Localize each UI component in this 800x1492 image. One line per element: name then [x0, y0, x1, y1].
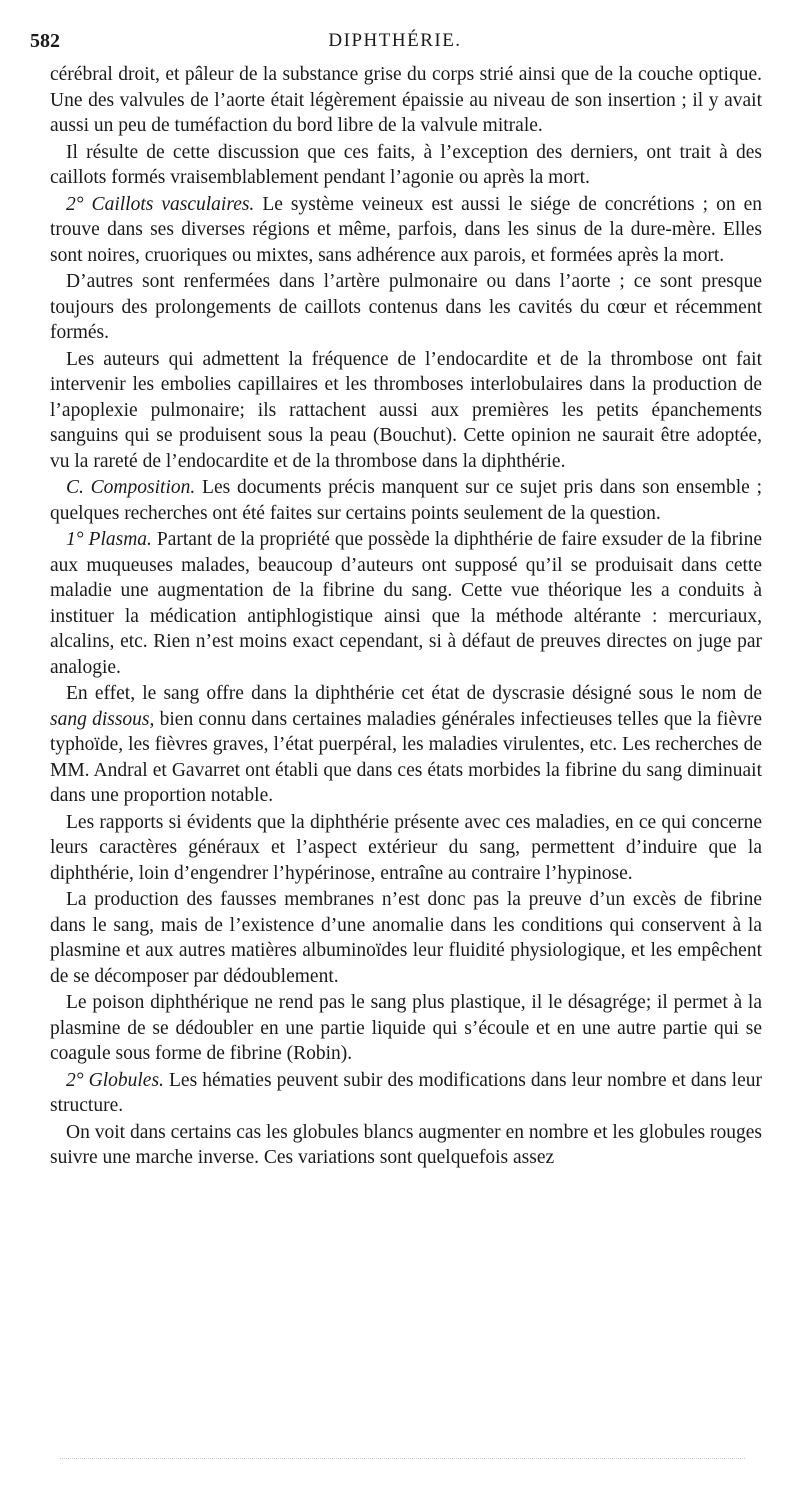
body-text [50, 62, 762, 1172]
paragraph-text: Les documents précis manquent sur ce sujet pris dans son ensemble ; quelques recherches ont été faites sur certains points seulement de la question. [50, 477, 762, 524]
paragraph [50, 527, 762, 680]
paragraph-text: bien connu dans certaines maladies générales infectieuses telles que la fièvre typhoïde, les fièvres graves, l’état puerpéral, les maladies virulentes, etc. Les recherches de MM. Andral et Gavarret ont établi que dans ces états morbides la fibrine du sang diminuait dans une proportion notable. [50, 708, 763, 806]
paragraph [50, 990, 762, 1067]
paragraph [50, 475, 762, 526]
paragraph [50, 887, 762, 989]
paragraph-text: Partant de la propriété que possède la diphthérie de faire exsuder de la fibrine aux muqueuses malades, beaucoup d’auteurs ont supposé qu’il se produisait dans cette maladie une augmentation de la fibrine du sang. Cette vue théorique les a conduits à instituer la médication antiphlogistique ainsi que la méthode altérante : mercuriaux, alcalins, etc. Rien n’est moins exact cependant, si à défaut de preuves directes on juge par analogie. [50, 529, 762, 678]
section-heading: C. Composition. [66, 477, 196, 498]
paragraph-text: La production des fausses membranes n’est donc pas la preuve d’un excès de fibrine dans le sang, mais de l’existence d’une anomalie dans les conditions qui conservent à la plasmine et aux autres matières albuminoïdes leur fluidité physiologique, et les empêchent de se décomposer par dédoublement. [50, 889, 762, 987]
paragraph [50, 1068, 762, 1119]
paragraph [50, 62, 762, 139]
paragraph-text: Le système veineux est aussi le siége de concrétions ; on en trouve dans ses diverses régions et même, parfois, dans les sinus de la dure-mère. Elles sont noires, cruoriques ou mixtes, sans adhérence aux parois, et formées après la mort. [50, 193, 762, 266]
section-heading: 2° Globules. [66, 1069, 164, 1091]
paragraph-text: Le poison diphthérique ne rend pas le sang plus plastique, il le désagrége; il permet à la plasmine de se dédoubler en une partie liquide qui s’écoule et en une autre partie qui se coagule sous forme de fibrine (Robin). [50, 992, 762, 1064]
emphasis-term: sang dissous, [50, 708, 155, 730]
section-heading: 2° Caillots vasculaires. [66, 193, 255, 215]
page-number: 582 [30, 30, 60, 52]
paragraph [50, 810, 762, 887]
paragraph [50, 681, 762, 809]
paragraph-text: Les auteurs qui admettent la fréquence de l’endocardite et de la thrombose ont fait intervenir les embolies capillaires et les thromboses interlobulaires dans la production de l’apoplexie pulmonaire; ils rattachent aussi aux premières les petits épanchements sanguins qui se produisent sous la peau (Bouchut). Cette opinion ne saurait être adoptée, vu la rareté de l’endocardite et de la thrombose dans la diphthérie. [50, 348, 762, 472]
paragraph [50, 140, 762, 191]
bleed-through-rule [60, 1458, 745, 1459]
running-title: DIPHTHÉRIE. [328, 30, 462, 51]
paragraph-text: Il résulte de cette discussion que ces faits, à l’exception des derniers, ont trait à des caillots formés vraisemblablement pendant l’agonie ou après la mort. [50, 141, 762, 188]
paragraph [50, 347, 762, 475]
page-header [30, 30, 760, 56]
paragraph-text: D’autres sont renfermées dans l’artère pulmonaire ou dans l’aorte ; ce sont presque toujours des prolongements de caillots contenus dans les cavités du cœur et récemment formés. [50, 271, 762, 343]
section-heading: 1° Plasma. [66, 529, 152, 550]
paragraph-text: Les hématies peuvent subir des modifications dans leur nombre et dans leur structure. [50, 1069, 762, 1116]
paragraph [50, 269, 762, 346]
paragraph [50, 1120, 762, 1171]
paragraph-text: On voit dans certains cas les globules blancs augmenter en nombre et les globules rouges suivre une marche inverse. Ces variations sont quelquefois assez [50, 1121, 762, 1168]
paragraph-text: cérébral droit, et pâleur de la substance grise du corps strié ainsi que de la couche optique. Une des valvules de l’aorte était légèrement épaissie au niveau de son insertion ; il y avait aussi un peu de tuméfaction du bord libre de la valvule mitrale. [50, 64, 762, 136]
paragraph-text: Les rapports si évidents que la diphthérie présente avec ces maladies, en ce qui concerne leurs caractères généraux et l’aspect extérieur du sang, permettent d’induire que la diphthérie, loin d’engendrer l’hypérinose, entraîne au contraire l’hypinose. [50, 811, 762, 884]
paragraph-text: En effet, le sang offre dans la diphthérie cet état de dyscrasie désigné sous le nom de [66, 683, 762, 704]
paragraph [50, 192, 762, 269]
